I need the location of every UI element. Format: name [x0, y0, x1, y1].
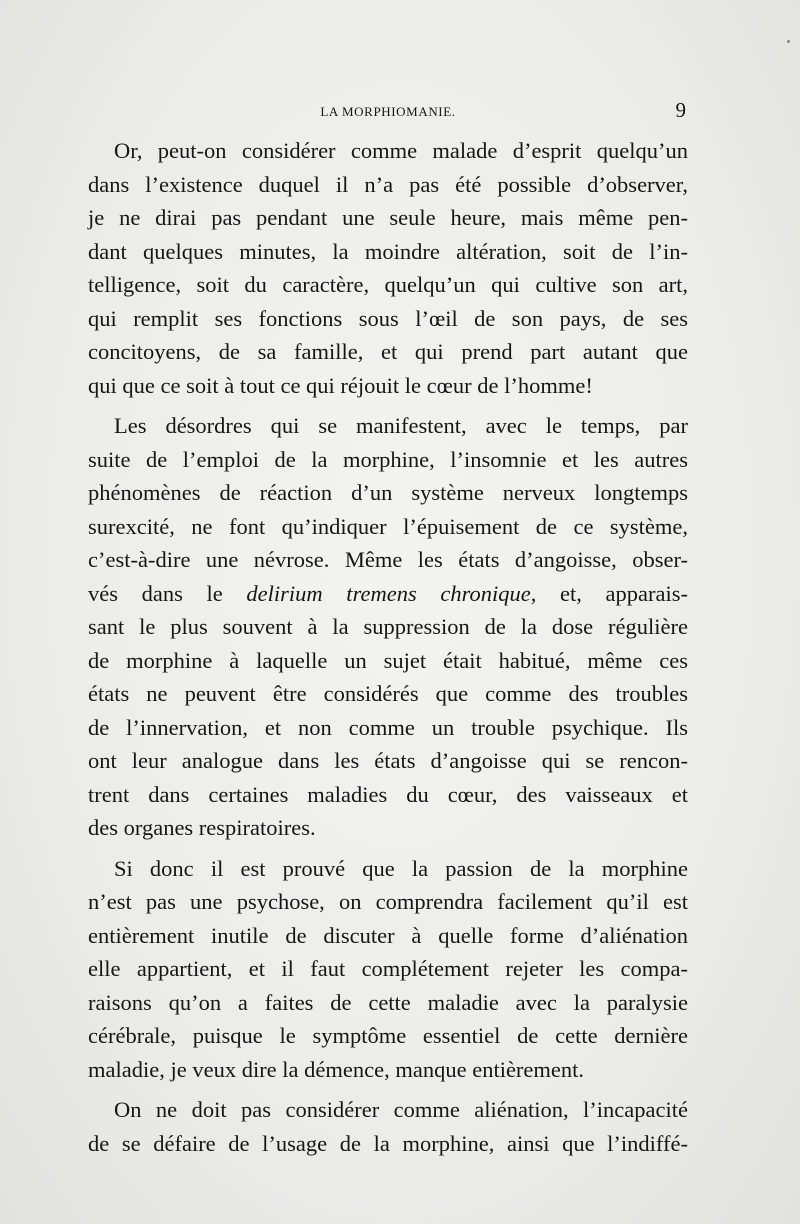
- text-line: je ne dirai pas pendant une seule heure, mais même pen-: [88, 205, 688, 230]
- text-line: surexcité, ne font qu’indiquer l’épuisement de ce système,: [88, 513, 688, 539]
- text-line: phénomènes de réaction d’un système nerveux longtemps: [88, 480, 688, 505]
- text-line: qui que ce soit à tout ce qui réjouit le cœur de l’homme!: [88, 372, 593, 398]
- text-line: c’est-à-dire une névrose. Même les états d’angoisse, obser-: [88, 547, 688, 572]
- text-line: trent dans certaines maladies du cœur, des vaisseaux et: [88, 781, 688, 807]
- page-number: 9: [675, 98, 686, 122]
- text-line: qui remplit ses fonctions sous l’œil de son pays, de ses: [88, 305, 688, 331]
- text-line: dant quelques minutes, la moindre altération, soit de l’in-: [88, 238, 688, 264]
- text-fragment: vés dans le: [88, 580, 247, 606]
- text-line: de se défaire de l’usage de la morphine, ainsi que l’indiffé-: [88, 1130, 688, 1156]
- text-fragment: , et, apparais-: [530, 580, 688, 606]
- text-line: telligence, soit du caractère, quelqu’un qui cultive son art,: [88, 272, 688, 297]
- text-line: de l’innervation, et non comme un trouble psychique. Ils: [88, 714, 688, 740]
- text-line: dans l’existence duquel il n’a pas été possible d’observer,: [88, 171, 688, 197]
- paragraph: [88, 409, 688, 845]
- text-line: entièrement inutile de discuter à quelle forme d’aliénation: [88, 922, 688, 948]
- text-line: raisons qu’on a faites de cette maladie avec la paralysie: [88, 989, 688, 1015]
- paragraph: [88, 1093, 688, 1160]
- text-line: elle appartient, et il faut complétement rejeter les compa-: [88, 956, 688, 981]
- text-line: de morphine à laquelle un sujet était habitué, même ces: [88, 647, 688, 673]
- paragraph: [88, 852, 688, 1087]
- text-line: Si donc il est prouvé que la passion de la morphine: [114, 855, 688, 881]
- text-line: n’est pas une psychose, on comprendra facilement qu’il est: [88, 889, 688, 914]
- text-line: Or, peut-on considérer comme malade d’esprit quelqu’un: [114, 138, 688, 163]
- body-text: [88, 134, 688, 1167]
- text-line: [88, 577, 688, 611]
- text-line: cérébrale, puisque le symptôme essentiel de cette dernière: [88, 1023, 688, 1048]
- text-line: suite de l’emploi de la morphine, l’insomnie et les autres: [88, 446, 688, 472]
- text-line: états ne peuvent être considérés que comme des troubles: [88, 681, 688, 706]
- text-line: concitoyens, de sa famille, et qui prend part autant que: [88, 339, 688, 364]
- text-line: sant le plus souvent à la suppression de la dose régulière: [88, 614, 688, 639]
- text-line: ont leur analogue dans les états d’angoisse qui se rencon-: [88, 748, 688, 773]
- page-speck: [787, 40, 790, 43]
- running-title: LA MORPHIOMANIE.: [320, 104, 456, 119]
- italic-term: delirium tremens chronique: [246, 580, 531, 606]
- text-line: maladie, je veux dire la démence, manque entièrement.: [88, 1056, 585, 1082]
- paragraph: [88, 134, 688, 402]
- text-line: On ne doit pas considérer comme aliénation, l’incapacité: [114, 1097, 688, 1122]
- page-header: [88, 100, 688, 128]
- text-line: des organes respiratoires.: [88, 815, 316, 840]
- text-line: Les désordres qui se manifestent, avec le temps, par: [114, 413, 688, 438]
